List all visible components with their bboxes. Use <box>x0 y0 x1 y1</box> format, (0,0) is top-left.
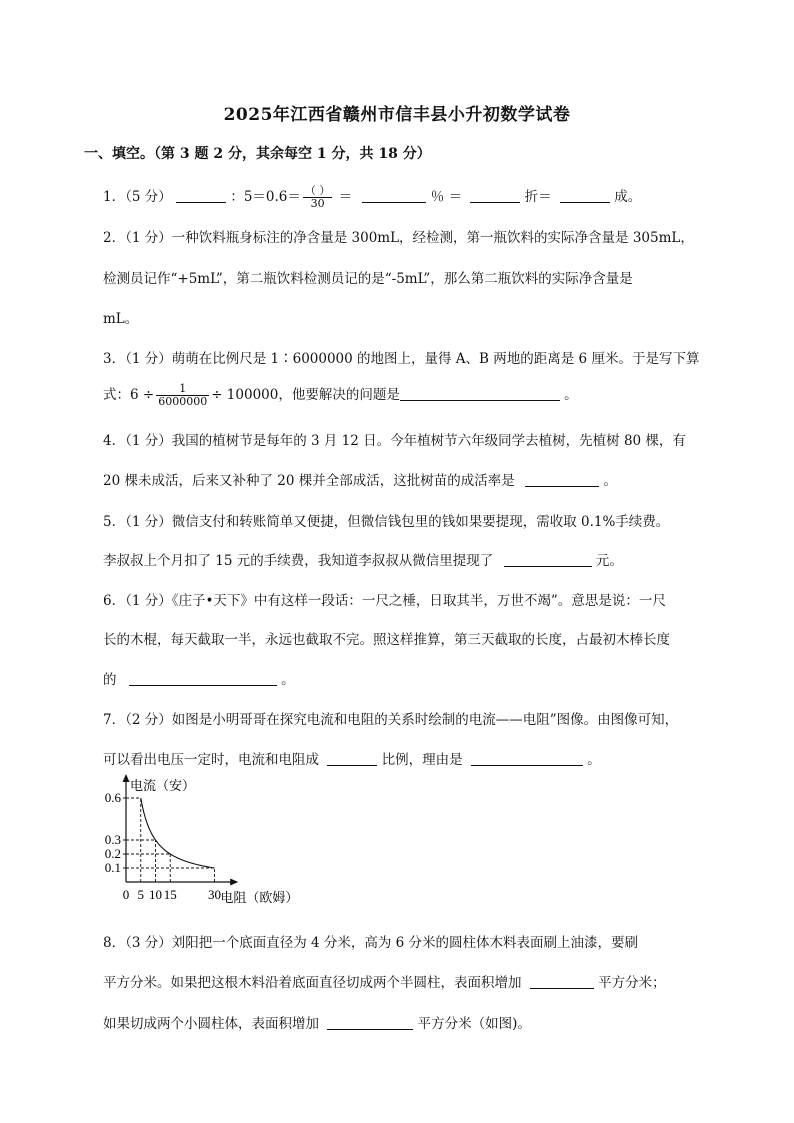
q7-line-2 <box>103 748 601 768</box>
q5-blank[interactable] <box>504 552 592 567</box>
q4-text: 20 棵未成活，后来又补种了 20 棵并全部成活，这批树苗的成活率是 <box>103 473 515 489</box>
q7-text-b: 比例，理由是 <box>381 752 463 768</box>
x-tick-label-0: 0 <box>122 887 130 902</box>
q3-text-c: 。 <box>564 387 578 403</box>
q1-blank-2[interactable] <box>362 188 426 203</box>
q4-end: 。 <box>603 473 617 489</box>
q1-fraction <box>303 185 333 210</box>
q8-blank-1[interactable] <box>530 974 594 989</box>
q7-blank-1[interactable] <box>327 751 377 766</box>
q3-frac-den: 6000000 <box>158 395 208 408</box>
y-tick-label-0: 0.6 <box>104 790 121 805</box>
q5-line-1: 5．（1 分）微信支付和转账简单又便捷，但微信钱包里的钱如果要提现，需收取 0.1%手续费。 <box>103 514 670 530</box>
q6-text: 的 <box>103 672 117 688</box>
chart-ticks <box>105 790 221 902</box>
q3-fraction <box>156 383 209 408</box>
q7-blank-2[interactable] <box>471 751 583 766</box>
q6-line-3 <box>103 668 295 688</box>
q2-line-2: 检测员记作“+5mL”，第二瓶饮料检测员记的是“-5mL”，那么第二瓶饮料的实际净含量是 <box>103 271 633 287</box>
q8-line-2 <box>103 971 666 991</box>
q1-frac-den: 30 <box>310 197 325 210</box>
q5-text: 李叔叔上个月扣了 15 元的手续费，我知道李叔叔从微信里提现了 <box>103 553 494 569</box>
q1-frac-num: （ ） <box>304 184 331 197</box>
q1-text-4: 折＝ <box>524 189 552 205</box>
chart-curve <box>141 798 215 868</box>
q3-blank[interactable] <box>400 386 560 401</box>
q3-frac-num: 1 <box>156 383 209 396</box>
q7-end: 。 <box>587 752 601 768</box>
chart-x-label: 电阻（欧姆） <box>220 890 299 905</box>
q6-line-2: 长的木棍，每天截取一半，永远也截取不完。照这样推算，第三天截取的长度，占最初木棒长度 <box>103 632 670 648</box>
q1-text-1: ：5＝0.6＝ <box>230 189 301 205</box>
chart-y-label: 电流（安） <box>130 778 196 793</box>
q2-line-1: 2．（1 分）一种饮料瓶身标注的净含量是 300mL，经检测，第一瓶饮料的实际净含量是 305mL， <box>103 230 694 246</box>
q6-end: 。 <box>281 672 295 688</box>
q8-blank-2[interactable] <box>327 1015 413 1030</box>
y-tick-label-1: 0.3 <box>104 832 121 847</box>
q7-line-1: 7．（2 分）如图是小明哥哥在探究电流和电阻的关系时绘制的电流——电阻”图像。由图像可知， <box>103 712 679 728</box>
q8-text-a: 平方分米。如果把这根木料沿着底面直径切成两个半圆柱，表面积增加 <box>103 975 522 991</box>
q3-text-b: ÷ 100000，他要解决的问题是 <box>211 387 400 403</box>
q4-line-2 <box>103 469 617 489</box>
x-tick-label-3: 15 <box>163 887 177 902</box>
y-tick-label-3: 0.1 <box>104 860 121 875</box>
x-tick-label-2: 10 <box>149 887 162 902</box>
q3-text-a: 式：6 ÷ <box>103 387 155 403</box>
x-tick-label-1: 5 <box>137 887 144 902</box>
q3-line-2 <box>103 383 578 408</box>
q8-line-1: 8．（3 分）刘阳把一个底面直径为 4 分米，高为 6 分米的圆柱体木料表面刷上油漆，要刷 <box>103 935 639 951</box>
q8-line-3 <box>103 1012 531 1032</box>
q4-line-1: 4．（1 分）我国的植树节是每年的 3 月 12 日。今年植树节六年级同学去植树，先植树 80 棵，有 <box>103 433 686 449</box>
current-resistance-chart <box>96 774 346 922</box>
q1-text-3: ％ ＝ <box>430 189 463 205</box>
q2-line-3: mL。 <box>103 311 139 327</box>
q5-end: 元。 <box>595 553 623 569</box>
q1-blank-1[interactable] <box>176 188 226 203</box>
q1-text-2: ＝ <box>338 189 353 205</box>
q1-blank-3[interactable] <box>470 188 520 203</box>
x-axis-arrow <box>230 879 238 886</box>
y-axis-arrow <box>123 774 130 782</box>
q8-text-b: 平方分米； <box>598 975 666 991</box>
y-tick-label-2: 0.2 <box>104 846 121 861</box>
q6-line-1: 6．（1 分）《庄子•天下》中有这样一段话：一尺之棰，日取其半，万世不竭”。意思是说：一尺 <box>103 593 666 609</box>
q7-text-a: 可以看出电压一定时，电流和电阻成 <box>103 752 319 768</box>
page-title: 2025年江西省赣州市信丰县小升初数学试卷 <box>223 105 571 125</box>
question-1 <box>103 185 641 210</box>
q4-blank[interactable] <box>525 472 599 487</box>
q5-line-2 <box>103 549 623 569</box>
x-tick-label-4: 30 <box>208 887 221 902</box>
q6-blank[interactable] <box>129 671 277 686</box>
chart-grid <box>126 798 215 882</box>
q8-text-d: 平方分米（如图)。 <box>417 1016 531 1032</box>
section-heading: 一、填空。（第 3 题 2 分，其余每空 1 分，共 18 分） <box>84 146 431 162</box>
q1-lead: 1．（5 分） <box>103 189 172 205</box>
q3-line-1: 3．（1 分）萌萌在比例尺是 1∶6000000 的地图上，量得 A、B 两地的距离是 6 厘米。于是写下算 <box>103 351 700 367</box>
q1-blank-4[interactable] <box>560 188 610 203</box>
q1-text-5: 成。 <box>614 189 642 205</box>
q8-text-c: 如果切成两个小圆柱体，表面积增加 <box>103 1016 319 1032</box>
